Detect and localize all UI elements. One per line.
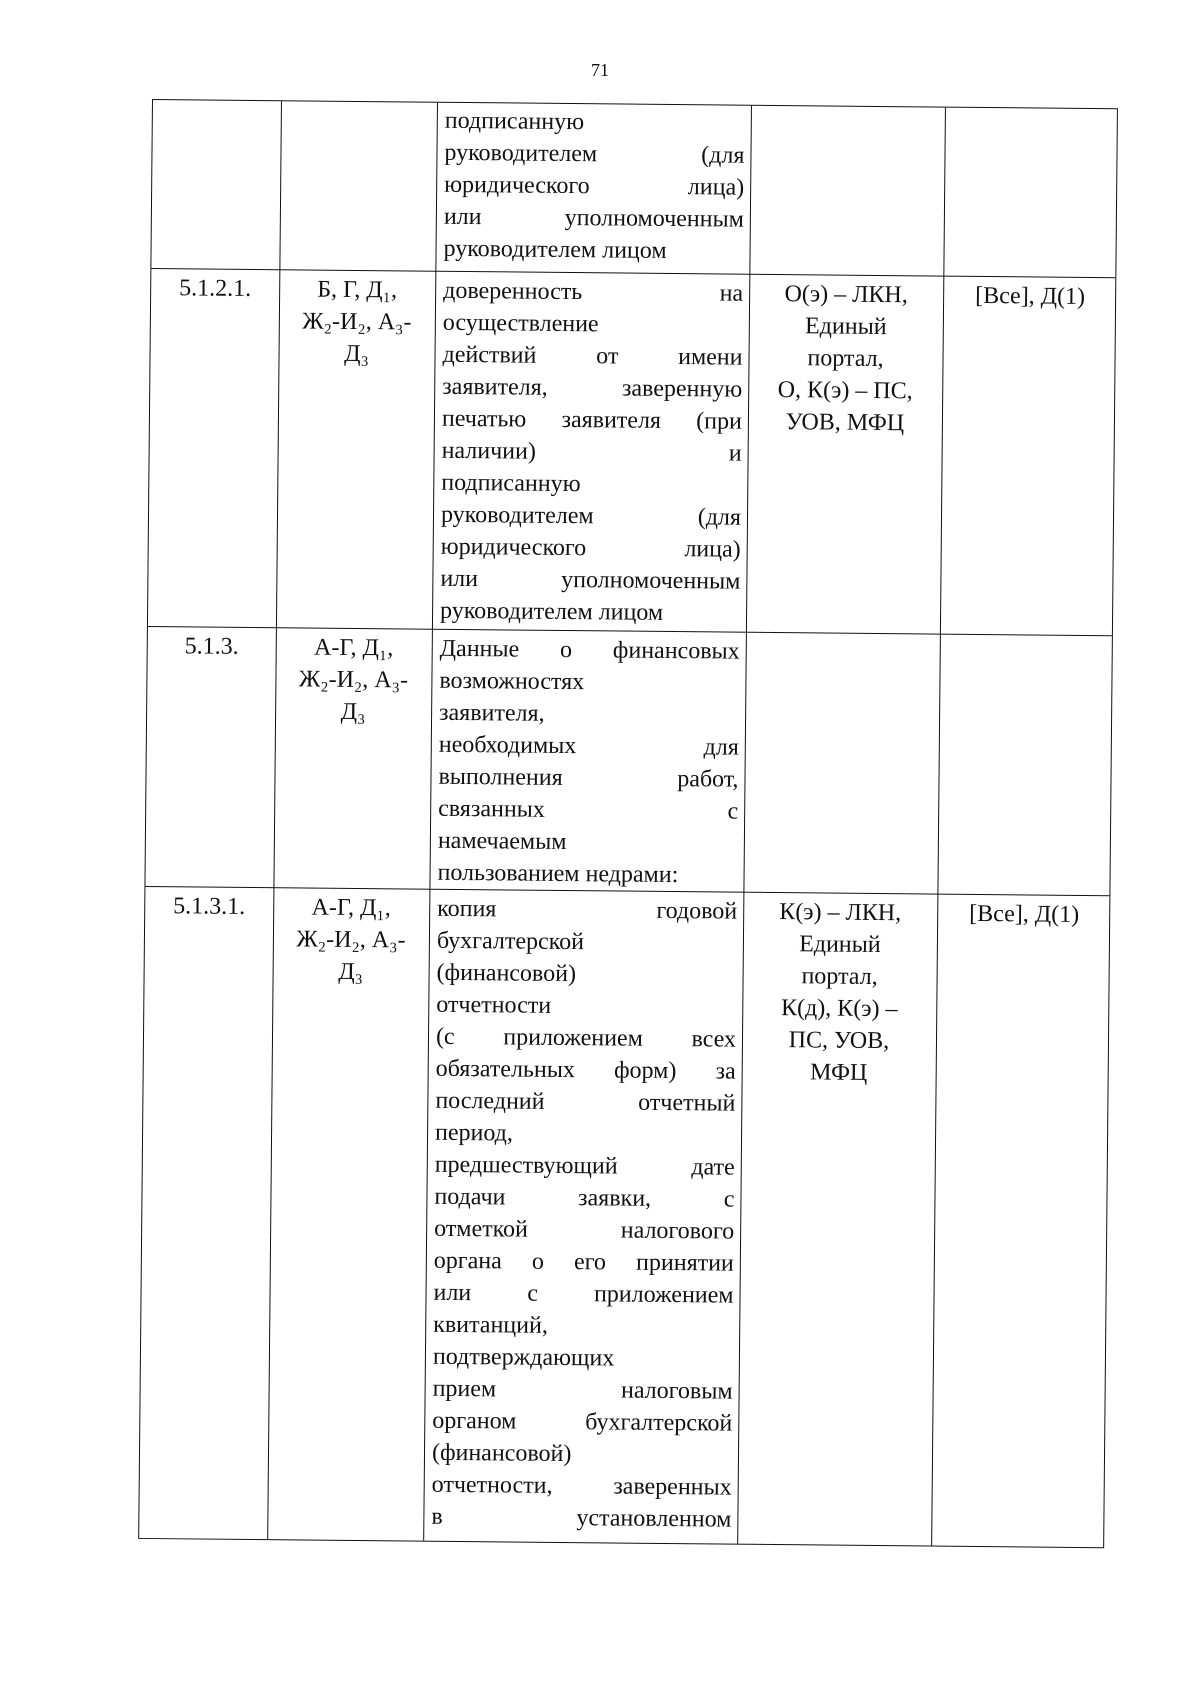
text-line: подписанную (444, 107, 585, 136)
target-column: [Все], Д(1) (975, 282, 1086, 310)
text-line: период, (434, 1119, 514, 1147)
text-line: отчетности, заверенных (431, 1471, 732, 1501)
text-line: бухгалтерской (436, 927, 585, 956)
text-line: намечаемым (437, 827, 567, 856)
channel-line: Единый (804, 313, 887, 341)
codes-line: Ж₂-И₂, А₃- (296, 926, 406, 954)
text-line: юридического лица) (440, 533, 741, 563)
codes-line: Б, Г, Д₁, (317, 276, 398, 304)
text-line: подтверждающих (432, 1343, 615, 1372)
text-line: (финансовой) (436, 959, 577, 988)
text-line: отчетности (436, 991, 552, 1019)
text-line: связанных с (438, 795, 739, 825)
table-row-0-text (443, 105, 745, 268)
text-line: выполнения работ, (438, 763, 739, 793)
channel-line: О(э) – ЛКН, (784, 281, 908, 309)
channel-line: портал, (807, 345, 884, 373)
channel-line: МФЦ (809, 1059, 868, 1086)
channel-line: О, К(э) – ПС, (777, 377, 913, 405)
text-line: (с приложением всех (435, 1023, 737, 1053)
text-line: органа о его принятии (433, 1247, 734, 1277)
codes-line: А-Г, Д₁, (311, 894, 391, 922)
codes-line: Д₃ (344, 340, 370, 368)
codes-line: Ж₂-И₂, А₃- (298, 666, 409, 694)
text-line: заявителя, заверенную (442, 373, 743, 403)
row-number: 5.1.2.1. (179, 275, 252, 302)
applicant-codes (278, 273, 435, 370)
text-line: возможностях (439, 667, 585, 696)
row-number: 5.1.3.1. (173, 893, 246, 920)
channel-line: УОВ, МФЦ (785, 409, 905, 437)
channel-line: К(д), К(э) – (780, 995, 898, 1023)
codes-line: Д₃ (338, 958, 364, 986)
text-line: необходимых для (438, 731, 739, 761)
page-number: 71 (591, 60, 609, 80)
channel-line: К(э) – ЛКН, (779, 899, 902, 927)
text-line: органом бухгалтерской (432, 1407, 733, 1437)
text-line: наличии) и (441, 437, 742, 467)
text-line: заявителя, (438, 699, 545, 727)
text-line: Данные о финансовых (439, 635, 740, 665)
text-line: руководителем (для (440, 501, 742, 531)
text-line: осуществление (442, 309, 599, 338)
text-line: пользованием недрами: (437, 859, 679, 889)
text-line: или уполномоченным (440, 565, 741, 595)
submission-channels (742, 896, 938, 1090)
target-column: [Все], Д(1) (969, 900, 1080, 928)
channel-line: ПС, УОВ, (788, 1027, 890, 1055)
codes-line: Ж₂-И₂, А₃- (302, 308, 412, 336)
text-line: в установленном (431, 1503, 732, 1533)
text-line: руководителем (для (444, 139, 745, 169)
text-line: или уполномоченным (443, 203, 744, 233)
text-line: печатью заявителя (при (441, 405, 743, 435)
table-row-3-text (431, 893, 737, 1536)
codes-line: А-Г, Д₁, (313, 634, 394, 662)
text-line: обязательных форм) за (435, 1055, 736, 1085)
text-line: руководителем лицом (443, 235, 667, 264)
text-line: подписанную (441, 469, 581, 498)
codes-line: Д₃ (340, 698, 366, 726)
channel-line: Единый (799, 931, 881, 959)
text-line: или с приложением (433, 1279, 734, 1309)
text-line: руководителем лицом (439, 597, 664, 626)
text-line: юридического лица) (444, 171, 745, 201)
applicant-codes (272, 891, 429, 988)
text-line: предшествующий дате (434, 1151, 735, 1181)
text-line: действий от имени (442, 341, 743, 371)
text-line: прием налоговым (432, 1375, 733, 1405)
text-line: отметкой налогового (434, 1215, 735, 1245)
text-line: квитанций, (433, 1311, 549, 1339)
text-line: (финансовой) (431, 1439, 572, 1468)
table-row-2-text (437, 633, 739, 892)
applicant-codes (275, 631, 432, 728)
requirements-table (138, 99, 1118, 1548)
row-number: 5.1.3. (184, 633, 239, 660)
submission-channels (748, 278, 944, 440)
text-line: копия годовой (437, 895, 738, 925)
text-line: последний отчетный (435, 1087, 736, 1117)
channel-line: портал, (801, 963, 878, 991)
table-row-1-text (440, 275, 743, 630)
text-line: доверенность на (443, 277, 744, 307)
text-line: подачи заявки, с (434, 1183, 735, 1213)
